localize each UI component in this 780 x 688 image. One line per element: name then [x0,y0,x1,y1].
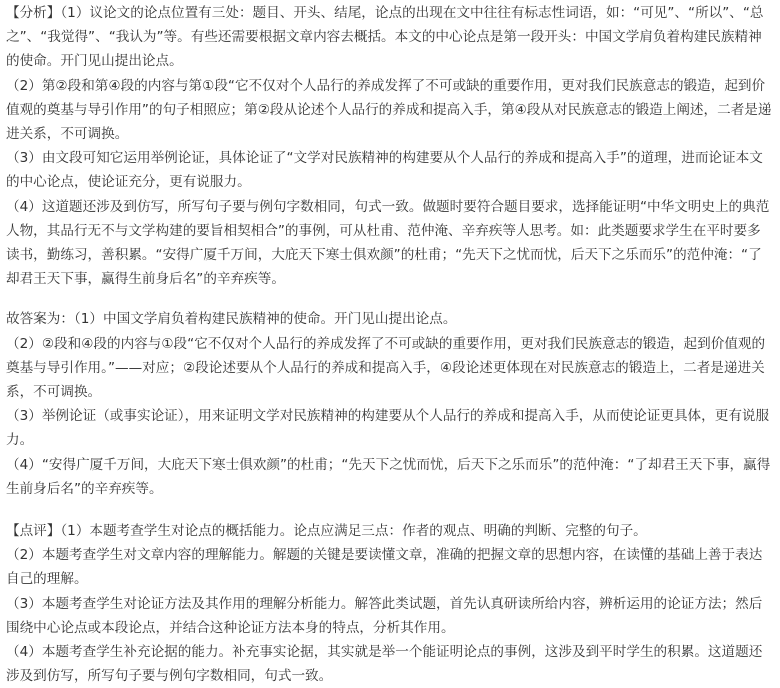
analysis-point-1: 【分析】（1）议论文的论点位置有三处：题目、开头、结尾，论点的出现在文中往往有标志性词语，如：“可见”、“所以”、“总之”、“我觉得”、“我认为”等。有些还需要根据文章内容去概括。本文的中心论点是第一段开头：中国文学肩负着构建民族精神的使命。开门见山提出论点。 [6,5,764,70]
answer-point-1: 故答案为：（1）中国文学肩负着构建民族精神的使命。开门见山提出论点。 [6,311,457,328]
answer-point-2: （2）②段和④段的内容与①段“它不仅对个人品行的养成发挥了不可或缺的重要作用，更对我们民族意志的锻造，起到价值观的奠基与导引作用。”——对应；②段论述要从个人品行的养成和提高入手，④段论述更体现在对民族意志的锻造上，二者是递进关系，不可调换。 [6,335,766,401]
analysis-point-4: （4）这道题还涉及到仿写，所写句子要与例句字数相同，句式一致。做题时要符合题目要求，选择能证明“中华文明史上的典范人物，其品行无不与文学构建的要旨相契相合”的事例，可从杜甫、范仲淹、辛弃疾等人思考。如：此类题要求学生在平时要多读书，勤练习，善积累。“安得广厦千万间，大庇天下寒士俱欢颜”的杜甫；“先天下之忧而忧，后天下之乐而乐”的范仲淹：“了却君王天下事，赢得生前身后名”的辛弃疾等。 [6,198,770,288]
comment-section [6,519,774,688]
answer-point-4: （4）“安得广厦千万间，大庇天下寒士俱欢颜”的杜甫；“先天下之忧而忧，后天下之乐而乐”的范仲淹：“了却君王天下事，赢得生前身后名”的辛弃疾等。 [6,456,771,497]
comment-point-4: （4）本题考查学生补充论据的能力。补充事实论据，其实就是举一个能证明论点的事例，这涉及到平时学生的积累。这道题还涉及到仿写，所写句子要与例句字数相同，句式一致。 [6,644,763,685]
comment-point-3: （3）本题考查学生对论证方法及其作用的理解分析能力。解答此类试题，首先认真研读所给内容，辨析运用的论证方法；然后围绕中心论点或本段论点，并结合这种论证方法本身的特点，分析其作用。 [6,595,763,636]
section-spacer [6,291,774,307]
section-spacer [6,501,774,519]
analysis-point-2: （2）第②段和第④段的内容与第①段“它不仅对个人品行的养成发挥了不可或缺的重要作用，更对我们民族意志的锻造，起到价值观的奠基与导引作用”的句子相照应；第②段从论述个人品行的养成和提高入手，第④段从对民族意志的锻造上阐述，二者是递进关系，不可调换。 [6,77,772,143]
analysis-point-3: （3）由文段可知它运用举例论证，具体论证了“文学对民族精神的构建要从个人品行的养成和提高入手”的道理，进而论证本文的中心论点，使论证充分，更有说服力。 [6,150,763,191]
analysis-section [6,1,774,291]
comment-point-1: 【点评】（1）本题考查学生对论点的概括能力。论点应满足三点：作者的观点、明确的判断、完整的句子。 [6,523,647,540]
comment-point-2: （2）本题考查学生对文章内容的理解能力。解题的关键是要读懂文章，准确的把握文章的思想内容，在读懂的基础上善于表达自己的理解。 [6,547,763,588]
answer-section [6,307,774,501]
answer-point-3: （3）举例论证（或事实论证），用来证明文学对民族精神的构建要从个人品行的养成和提高入手，从而使论证更具体，更有说服力。 [6,408,770,449]
